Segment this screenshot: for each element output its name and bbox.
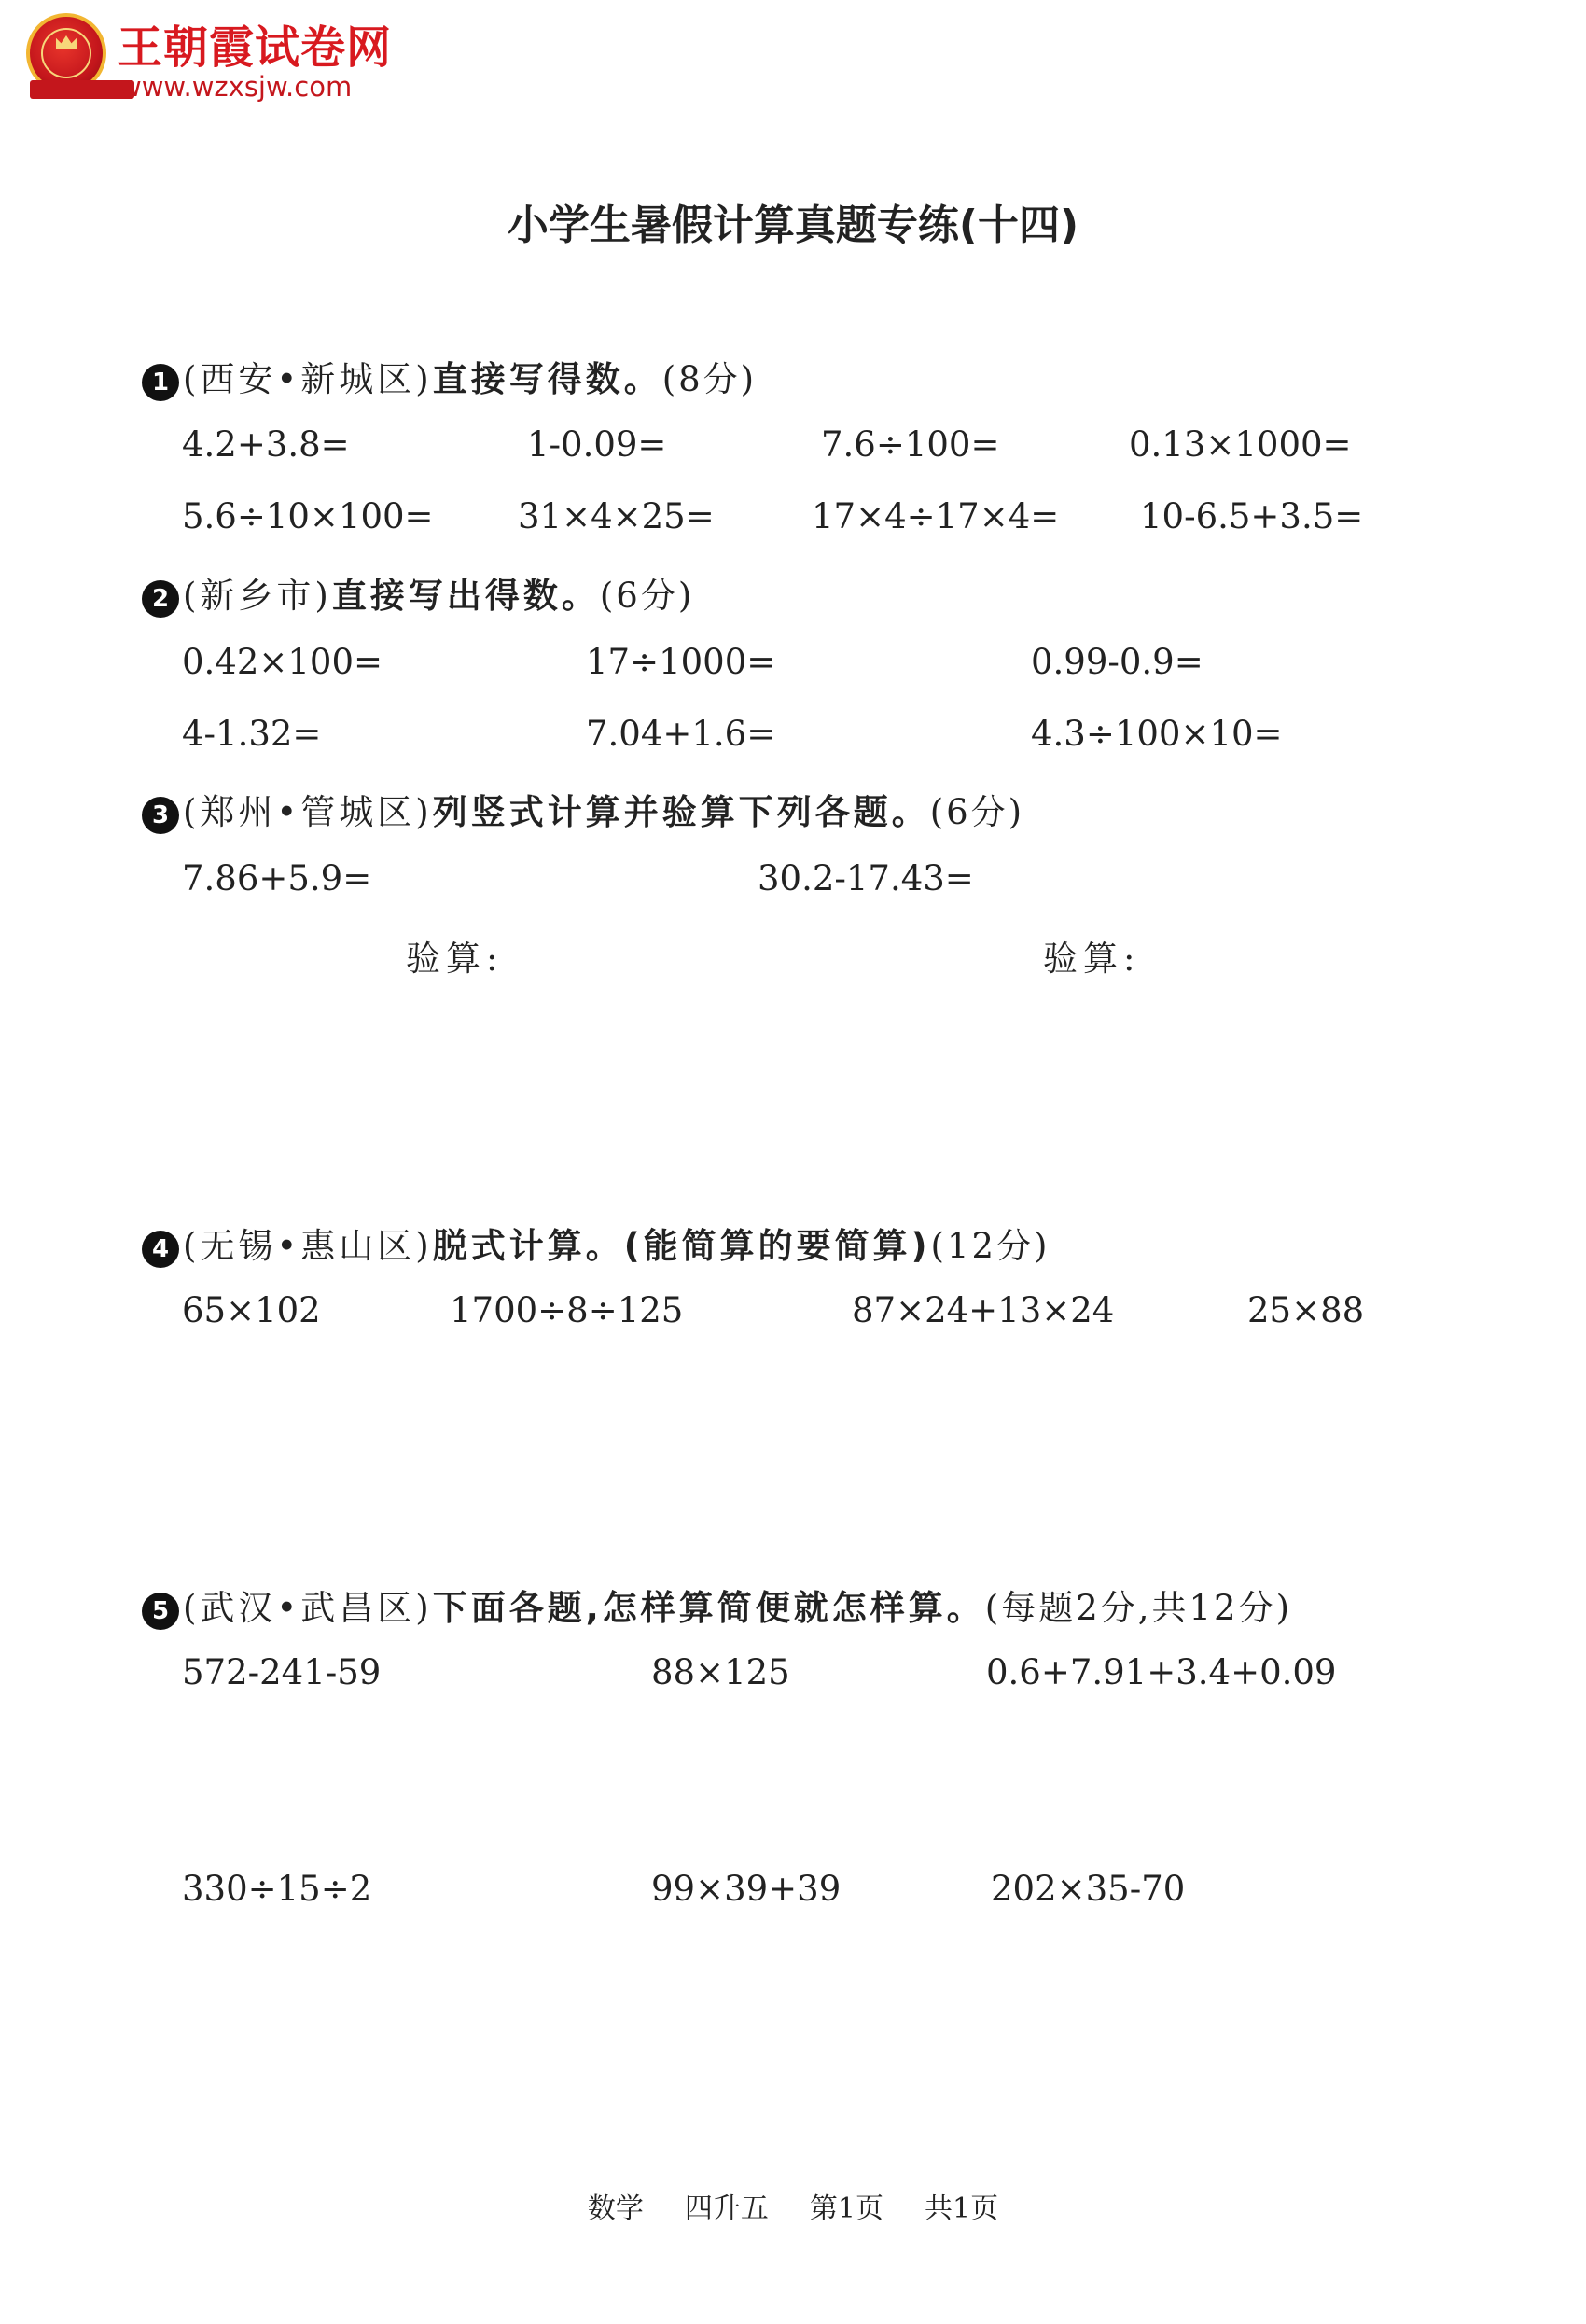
question-source: (西安•新城区) (183, 359, 433, 399)
expression: 65×102 (182, 1290, 321, 1330)
expression: 7.04+1.6= (586, 714, 776, 754)
expression: 0.6+7.91+3.4+0.09 (986, 1652, 1337, 1692)
expression: 4.3÷100×10= (1031, 714, 1283, 754)
question-instruction: 脱式计算。(能简算的要简算) (432, 1226, 931, 1266)
expression: 88×125 (651, 1652, 790, 1692)
question-4-heading (142, 1218, 1050, 1268)
question-score: (12分) (930, 1226, 1050, 1266)
question-2-heading (142, 567, 694, 618)
expression: 25×88 (1247, 1290, 1365, 1330)
question-instruction: 直接写出得数。 (331, 576, 600, 616)
question-1-heading (142, 351, 757, 401)
expression: 330÷15÷2 (182, 1869, 372, 1909)
expression: 7.6÷100= (821, 424, 1000, 465)
expression: 4-1.32= (182, 714, 322, 754)
question-instruction: 直接写得数。 (432, 359, 662, 399)
site-logo (26, 13, 399, 103)
expression: 31×4×25= (518, 496, 715, 536)
expression: 1700÷8÷125 (450, 1290, 684, 1330)
question-number-badge: 5 (142, 1593, 179, 1630)
page-title: 小学生暑假计算真题专练(十四) (507, 202, 1079, 249)
question-number-badge: 2 (142, 580, 179, 618)
expression: 0.13×1000= (1129, 424, 1352, 465)
logo-site-name: 王朝霞试卷网 (118, 21, 393, 74)
expression: 202×35-70 (991, 1869, 1186, 1909)
expression: 10-6.5+3.5= (1140, 496, 1364, 536)
expression: 5.6÷10×100= (182, 496, 434, 536)
expression: 7.86+5.9= (182, 858, 372, 898)
expression: 17÷1000= (586, 642, 776, 682)
question-instruction: 列竖式计算并验算下列各题。 (432, 792, 930, 832)
check-label: 验算: (406, 939, 504, 979)
logo-url: www.wzxsjw.com (119, 71, 353, 103)
expression: 17×4÷17×4= (812, 496, 1060, 536)
footer-subject: 数学 (587, 2192, 644, 2225)
expression: 1-0.09= (527, 424, 667, 465)
question-score: (每题2分,共12分) (984, 1588, 1293, 1628)
question-3-heading (142, 784, 1024, 834)
expression: 0.42×100= (182, 642, 383, 682)
question-score: (6分) (599, 576, 695, 616)
footer-total-pages: 共1页 (925, 2192, 999, 2225)
question-5-heading (142, 1579, 1292, 1630)
question-source: (无锡•惠山区) (183, 1226, 433, 1266)
expression: 87×24+13×24 (852, 1290, 1115, 1330)
expression: 4.2+3.8= (182, 424, 350, 465)
check-label: 验算: (1043, 939, 1141, 979)
question-source: (新乡市) (183, 576, 332, 616)
expression: 99×39+39 (651, 1869, 842, 1909)
question-source: (郑州•管城区) (183, 792, 433, 832)
question-number-badge: 1 (142, 364, 179, 401)
question-source: (武汉•武昌区) (183, 1588, 433, 1628)
expression: 30.2-17.43= (758, 858, 974, 898)
question-score: (8分) (661, 359, 758, 399)
question-score: (6分) (929, 792, 1025, 832)
page-footer (0, 2185, 1586, 2226)
question-number-badge: 4 (142, 1231, 179, 1268)
footer-page-number: 第1页 (809, 2192, 883, 2225)
expression: 572-241-59 (182, 1652, 382, 1692)
footer-grade: 四升五 (684, 2192, 769, 2225)
question-number-badge: 3 (142, 797, 179, 834)
question-instruction: 下面各题,怎样算简便就怎样算。 (432, 1588, 985, 1628)
expression: 0.99-0.9= (1031, 642, 1203, 682)
